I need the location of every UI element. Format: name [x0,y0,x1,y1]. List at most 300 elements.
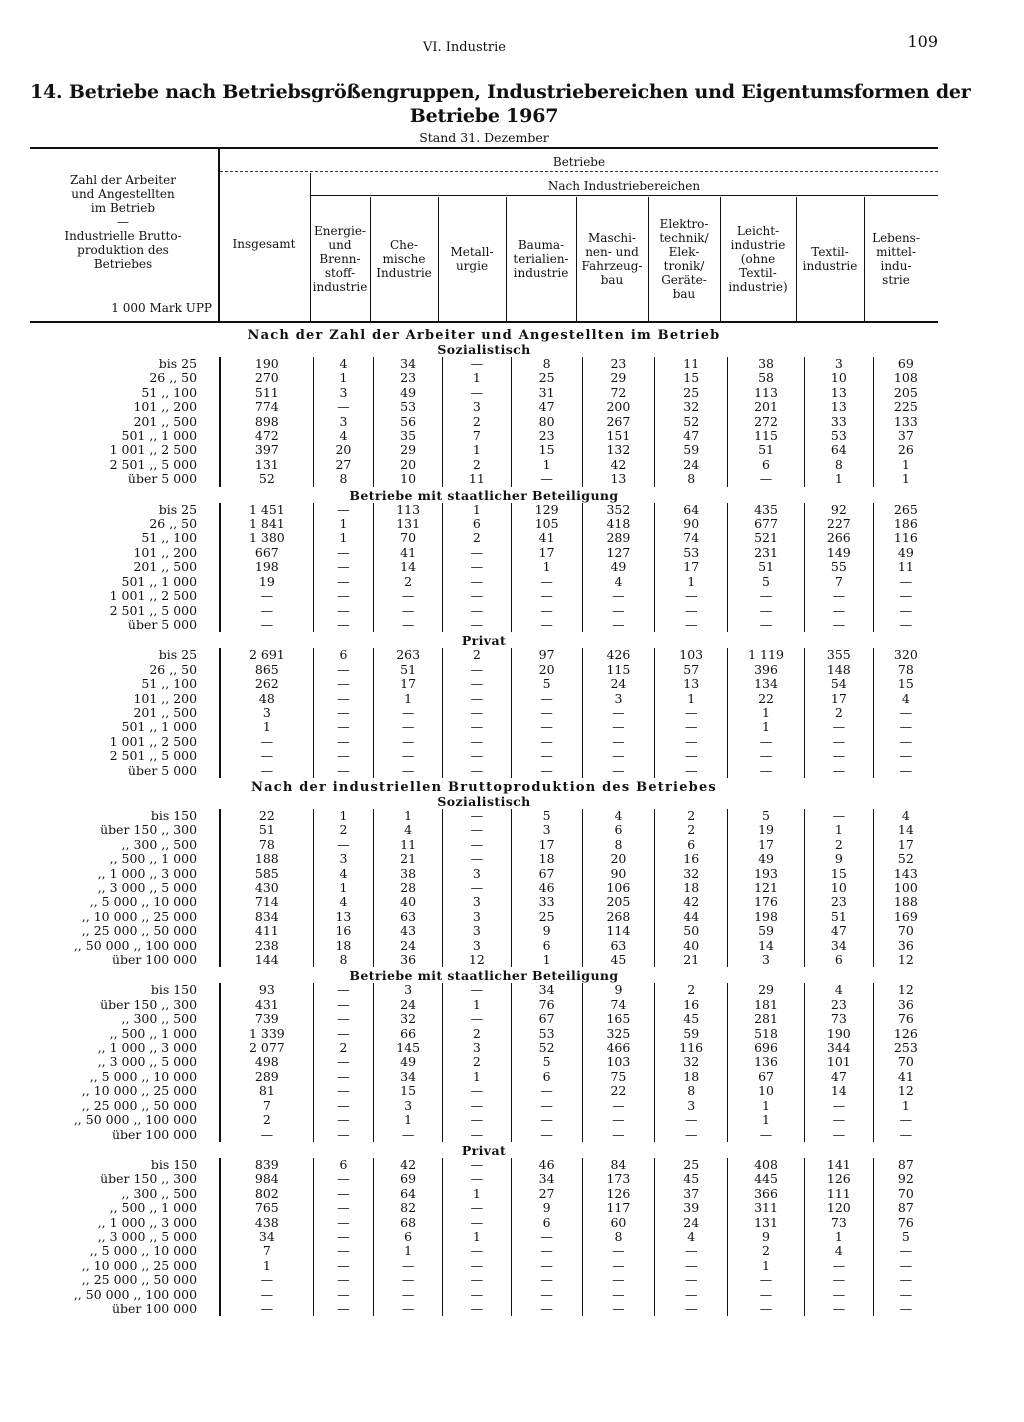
table-cell: 70 [897,923,914,939]
table-cell: 47 [655,429,728,443]
table-cell: — [313,1230,374,1244]
row-label: 201 ,, 500 [30,706,220,720]
table-cell: 1 [728,1113,805,1127]
table-cell: — [511,1288,582,1302]
table-cell: 1 [443,371,512,385]
table-cell: 53 [655,546,728,560]
column-header-line: Textil- [811,245,849,259]
table-cell: 802 [220,1187,313,1201]
table-cell: — [313,604,374,618]
table-cell: 31 [511,386,582,400]
table-cell: 5 [728,809,805,823]
table-row [30,867,938,881]
table-cell: 42 [655,895,728,909]
table-cell: 116 [655,1041,728,1055]
table-cell: — [313,1099,374,1113]
row-label: bis 25 [30,648,220,662]
table-cell: 2 [313,823,374,837]
table-cell: 51 [728,560,805,574]
table-row [30,1187,938,1201]
table-cell: — [313,560,374,574]
row-label: 1 001 ,, 2 500 [30,735,220,749]
table-cell: — [511,1099,582,1113]
table-cell: — [313,1259,374,1273]
column-header-line: bau [672,287,696,301]
table-cell: — [220,1288,313,1302]
row-label: über 100 000 [30,1302,220,1316]
table-cell: 411 [220,924,313,938]
table-cell: — [511,575,582,589]
table-cell: — [313,546,374,560]
column-header-line: industrie [730,238,786,252]
table-cell: — [804,1273,873,1287]
table-cell: — [443,575,512,589]
column-header-line: Metall- [450,245,494,259]
table-cell: — [443,677,512,691]
table-cell: — [728,1128,805,1142]
table-cell: 289 [582,531,655,545]
table-cell: — [655,735,728,749]
table-cell: 70 [374,531,443,545]
table-cell: — [804,764,873,778]
table-cell: — [655,1113,728,1127]
table-cell: 18 [313,939,374,953]
table-cell: 92 [804,503,873,517]
table-cell: 1 [443,1070,512,1084]
row-label-header [30,173,216,315]
table-cell: 1 [728,1099,805,1113]
table-cell: — [443,838,512,852]
table-row [30,983,938,997]
table-cell: 5 [728,575,805,589]
table-row [30,371,938,385]
table-cell: 114 [582,924,655,938]
table-row [30,1070,938,1084]
table-cell: 1 [511,458,582,472]
table-cell: 90 [582,867,655,881]
table-cell: 32 [655,1055,728,1069]
table-cell: 205 [893,384,918,400]
table-cell: 1 339 [220,1027,313,1041]
column-header [218,237,310,251]
table-cell: 59 [655,1027,728,1041]
table-cell: 34 [511,983,582,997]
table-cell: 52 [220,472,313,486]
table-cell: 66 [374,1027,443,1041]
column-header [576,231,648,287]
table-cell: 3 [313,386,374,400]
table-cell: 9 [511,924,582,938]
table-cell: 148 [804,663,873,677]
table-cell: 190 [220,357,313,371]
row-label: ,, 3 000 ,, 5 000 [30,881,220,895]
table-cell: 60 [582,1216,655,1230]
table-cell: 169 [893,908,918,924]
table-cell: 7 [220,1244,313,1258]
table-cell: — [582,706,655,720]
table-cell: 18 [655,881,728,895]
table-cell: 63 [582,939,655,953]
table-cell: 4 [901,807,910,823]
table-cell: 8 [582,1230,655,1244]
data-table [30,983,938,1141]
table-cell: 2 [804,706,873,720]
table-cell: 129 [511,503,582,517]
row-label: ,, 300 ,, 500 [30,1012,220,1026]
betriebe-heading: Betriebe [552,155,606,169]
row-label: 501 ,, 1 000 [30,429,220,443]
section-title: Nach der industriellen Bruttoproduktion des Betriebes [251,779,717,795]
row-label: 201 ,, 500 [30,415,220,429]
table-cell: 431 [220,998,313,1012]
table-row [30,458,938,472]
table-cell: 3 [728,953,805,967]
table-cell: — [582,589,655,603]
table-row [30,589,938,603]
table-cell: 585 [220,867,313,881]
table-cell: — [511,1084,582,1098]
row-label: über 100 000 [30,1128,220,1142]
table-row [30,1259,938,1273]
table-cell: — [804,1302,873,1316]
column-header-line: nen- und [585,245,639,259]
table-cell: 1 [901,1097,910,1113]
table-cell: — [443,1302,512,1316]
table-cell: 325 [582,1027,655,1041]
table-cell: — [582,764,655,778]
table-cell: 7 [804,575,873,589]
table-cell: — [655,1128,728,1142]
table-cell: 1 [443,503,512,517]
table-cell: 9 [511,1201,582,1215]
table-cell: 131 [728,1216,805,1230]
table-cell: — [511,692,582,706]
row-label: ,, 10 000 ,, 25 000 [30,910,220,924]
table-cell: 36 [374,953,443,967]
row-label: ,, 500 ,, 1 000 [30,1201,220,1215]
table-cell: 69 [897,356,914,371]
column-header-line: bau [600,273,624,287]
table-cell: — [374,604,443,618]
column-header [648,217,720,301]
table-cell: 2 [443,1055,512,1069]
table-cell: 366 [728,1187,805,1201]
table-cell: — [313,735,374,749]
table-cell: 43 [374,924,443,938]
table-cell: — [899,1126,913,1142]
table-cell: 21 [655,953,728,967]
table-cell: — [511,1273,582,1287]
table-cell: — [655,720,728,734]
table-cell: 38 [728,357,805,371]
table-cell: 10 [374,472,443,486]
table-cell: — [313,575,374,589]
table-cell: — [374,1273,443,1287]
table-cell: 47 [804,1070,873,1084]
table-cell: — [804,1259,873,1273]
row-label: 101 ,, 200 [30,400,220,414]
table-body [30,328,938,1316]
row-label: 26 ,, 50 [30,663,220,677]
table-cell: 466 [582,1041,655,1055]
table-cell: 677 [728,517,805,531]
table-cell: 33 [804,415,873,429]
table-cell: 190 [804,1027,873,1041]
table-cell: — [728,735,805,749]
table-cell: 839 [220,1158,313,1172]
table-cell: 115 [728,429,805,443]
table-cell: — [728,749,805,763]
block-title: Privat [461,1142,507,1158]
table-cell: — [511,764,582,778]
table-cell: 29 [582,371,655,385]
table-cell: — [899,704,913,720]
table-cell: 13 [804,400,873,414]
table-cell: 75 [582,1070,655,1084]
table-cell: — [443,809,512,823]
table-cell: 1 [804,823,873,837]
row-label: über 5 000 [30,618,220,632]
row-label: 51 ,, 100 [30,531,220,545]
table-cell: 39 [655,1201,728,1215]
table-cell: 5 [511,1055,582,1069]
row-label: über 100 000 [30,953,220,967]
table-cell: — [443,546,512,560]
table-cell: — [804,735,873,749]
table-cell: 3 [655,1099,728,1113]
table-cell: 34 [511,1172,582,1186]
table-cell: 2 [443,458,512,472]
table-cell: — [313,400,374,414]
table-cell: — [511,1230,582,1244]
row-label: über 150 ,, 300 [30,1172,220,1186]
table-cell: 20 [313,443,374,457]
table-cell: — [728,1273,805,1287]
table-cell: — [511,1259,582,1273]
row-label: 101 ,, 200 [30,546,220,560]
table-cell: 67 [511,1012,582,1026]
table-cell: 149 [804,546,873,560]
table-cell: 6 [511,939,582,953]
row-label: ,, 5 000 ,, 10 000 [30,1070,220,1084]
table-cell: — [511,618,582,632]
table-cell: 90 [655,517,728,531]
row-label: ,, 5 000 ,, 10 000 [30,895,220,909]
table-cell: 418 [582,517,655,531]
table-cell: 4 [374,823,443,837]
table-cell: 18 [655,1070,728,1084]
table-cell: — [899,602,913,618]
table-cell: 26 [897,442,914,458]
row-label: ,, 3 000 ,, 5 000 [30,1055,220,1069]
table-cell: 34 [220,1230,313,1244]
table-cell: 1 [728,720,805,734]
table-cell: 3 [313,415,374,429]
column-header-line: mittel- [876,245,916,259]
table-cell: 101 [804,1055,873,1069]
table-cell: 1 [313,881,374,895]
row-label-line: Betriebes [93,257,153,271]
table-row [30,749,938,763]
table-cell: — [313,1216,374,1230]
table-row [30,503,938,517]
table-cell: 18 [511,852,582,866]
table-cell: 1 [313,371,374,385]
table-cell: 2 [655,809,728,823]
table-cell: 2 [655,983,728,997]
table-cell: — [374,1128,443,1142]
table-cell: 1 [511,560,582,574]
table-cell: — [374,749,443,763]
row-label: 101 ,, 200 [30,692,220,706]
table-title-line-2: Betriebe 1967 [409,105,559,127]
column-header-line: Energie- [313,224,366,238]
table-cell: — [443,618,512,632]
table-cell: 3 [374,1099,443,1113]
table-cell: 24 [655,458,728,472]
table-cell: — [899,748,913,764]
table-row [30,895,938,909]
table-cell: 40 [374,895,443,909]
table-cell: 2 [443,1027,512,1041]
table-cell: 445 [728,1172,805,1186]
table-cell: 289 [220,1070,313,1084]
table-cell: 50 [655,924,728,938]
table-cell: 176 [728,895,805,909]
row-label: 26 ,, 50 [30,371,220,385]
block-title: Betriebe mit staatlicher Beteiligung [349,968,619,984]
data-table [30,503,938,633]
column-header [864,231,928,287]
table-cell: — [511,749,582,763]
table-row [30,809,938,823]
table-cell: 8 [655,472,728,486]
table-cell: — [655,1244,728,1258]
column-divider [864,197,865,321]
column-header-line: Textil- [739,266,777,280]
table-cell: — [511,706,582,720]
row-label: über 150 ,, 300 [30,823,220,837]
row-label: bis 25 [30,503,220,517]
column-header-line: tronik/ [663,259,705,273]
table-cell: 3 [443,400,512,414]
table-cell: — [374,735,443,749]
table-cell: — [655,589,728,603]
table-cell: 25 [655,1158,728,1172]
column-divider [648,197,649,321]
table-cell: — [313,1113,374,1127]
table-cell: — [220,589,313,603]
table-cell: 1 [511,953,582,967]
table-cell: 34 [374,357,443,371]
table-cell: 5 [901,1228,910,1244]
table-cell: 78 [220,838,313,852]
table-cell: 4 [901,690,910,706]
row-label: ,, 1 000 ,, 3 000 [30,1041,220,1055]
table-row [30,1288,938,1302]
table-cell: 352 [582,503,655,517]
table-cell: — [804,618,873,632]
table-cell: 49 [728,852,805,866]
table-row [30,1113,938,1127]
table-row [30,1158,938,1172]
table-cell: 117 [582,1201,655,1215]
column-header [796,245,864,273]
row-label: 1 001 ,, 2 500 [30,443,220,457]
row-label-line: Industrielle Brutto- [64,229,182,243]
table-cell: 898 [220,415,313,429]
table-cell: 238 [220,939,313,953]
table-cell: — [443,692,512,706]
table-cell: — [655,749,728,763]
table-cell: 11 [443,472,512,486]
table-row [30,1172,938,1186]
table-cell: 834 [220,910,313,924]
table-cell: 20 [582,852,655,866]
table-cell: 3 [443,910,512,924]
table-cell: 2 [443,531,512,545]
table-cell: 15 [511,443,582,457]
table-cell: — [899,719,913,735]
table-cell: 5 [511,809,582,823]
column-divider [506,197,507,321]
table-cell: 9 [582,983,655,997]
table-cell: 44 [655,910,728,924]
block-title: Betriebe mit staatlicher Beteiligung [349,487,619,503]
table-cell: 3 [582,692,655,706]
row-label-line: im Betrieb [90,201,156,215]
column-header-line: mische [382,252,426,266]
table-row [30,677,938,691]
row-label: ,, 500 ,, 1 000 [30,1027,220,1041]
row-label-line: — [117,215,129,229]
table-cell: — [582,1288,655,1302]
table-cell: — [655,1288,728,1302]
table-cell: — [220,764,313,778]
row-label: 2 501 ,, 5 000 [30,458,220,472]
table-cell: — [443,386,512,400]
table-cell: — [313,1273,374,1287]
table-cell: — [220,1302,313,1316]
table-cell: 19 [728,823,805,837]
table-cell: 426 [582,648,655,662]
table-cell: 696 [728,1041,805,1055]
table-cell: — [313,764,374,778]
table-cell: 8 [313,472,374,486]
table-cell: 81 [220,1084,313,1098]
table-cell: 23 [582,357,655,371]
table-cell: — [313,1201,374,1215]
table-cell: 49 [582,560,655,574]
table-cell: 126 [582,1187,655,1201]
table-cell: 272 [728,415,805,429]
table-cell: 24 [374,998,443,1012]
table-cell: 49 [374,386,443,400]
table-cell: 67 [511,867,582,881]
table-row [30,415,938,429]
column-divider [370,197,371,321]
table-cell: 6 [374,1230,443,1244]
table-cell: 4 [804,983,873,997]
table-cell: — [443,1201,512,1215]
column-header [310,224,370,294]
table-cell: 253 [893,1040,918,1056]
section-title: Nach der Zahl der Arbeiter und Angestellten im Betrieb [247,328,721,343]
table-cell: 24 [582,677,655,691]
table-cell: 56 [374,415,443,429]
table-cell: 41 [374,546,443,560]
table-row [30,910,938,924]
